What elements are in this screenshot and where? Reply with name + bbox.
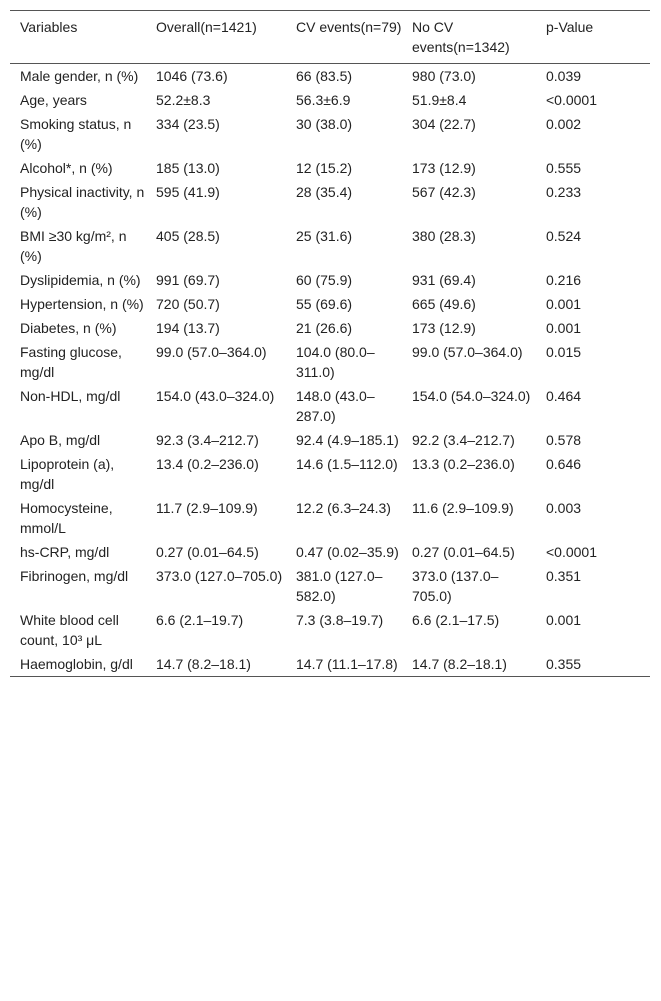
p-value-cell: 0.646 — [546, 456, 582, 472]
table-row — [10, 268, 650, 292]
p-value-cell: 0.355 — [546, 656, 582, 672]
table-row — [10, 652, 650, 677]
cv-events-cell: 14.6 (1.5–112.0) — [296, 456, 398, 472]
cv-events-cell: 21 (26.6) — [296, 320, 353, 336]
overall-cell: 595 (41.9) — [156, 184, 220, 200]
p-value-cell: 0.002 — [546, 116, 582, 132]
overall-cell: 334 (23.5) — [156, 116, 220, 132]
no-cv-events-cell: 173 (12.9) — [412, 320, 476, 336]
table-row — [10, 564, 650, 608]
p-value-cell: 0.001 — [546, 612, 582, 628]
characteristics-table — [10, 10, 650, 677]
table-row — [10, 540, 650, 564]
overall-cell: 194 (13.7) — [156, 320, 220, 336]
overall-cell: 92.3 (3.4–212.7) — [156, 432, 259, 448]
table-row — [10, 180, 650, 224]
p-value-cell: 0.001 — [546, 296, 582, 312]
variable-cell: Male gender, n (%) — [20, 68, 139, 84]
variable-cell: White blood cell count, 10³ μL — [20, 612, 119, 648]
no-cv-events-cell: 304 (22.7) — [412, 116, 476, 132]
table-row — [10, 224, 650, 268]
p-value-cell: 0.001 — [546, 320, 582, 336]
cv-events-cell: 66 (83.5) — [296, 68, 353, 84]
cv-events-cell: 56.3±6.9 — [296, 92, 351, 108]
cv-events-cell: 60 (75.9) — [296, 272, 353, 288]
overall-cell: 0.27 (0.01–64.5) — [156, 544, 259, 560]
overall-cell: 52.2±8.3 — [156, 92, 211, 108]
overall-cell: 185 (13.0) — [156, 160, 220, 176]
table-row — [10, 452, 650, 496]
cv-events-cell: 92.4 (4.9–185.1) — [296, 432, 399, 448]
no-cv-events-cell: 99.0 (57.0–364.0) — [412, 344, 523, 360]
overall-cell: 14.7 (8.2–18.1) — [156, 656, 251, 672]
variable-cell: Homocysteine, mmol/L — [20, 500, 113, 536]
p-value-cell: 0.464 — [546, 388, 582, 404]
cv-events-cell: 148.0 (43.0–287.0) — [296, 388, 375, 424]
table-row — [10, 428, 650, 452]
no-cv-events-cell: 931 (69.4) — [412, 272, 476, 288]
variable-cell: Dyslipidemia, n (%) — [20, 272, 141, 288]
variable-cell: BMI ≥30 kg/m², n (%) — [20, 228, 127, 264]
variable-cell: Lipoprotein (a), mg/dl — [20, 456, 115, 492]
cv-events-cell: 55 (69.6) — [296, 296, 353, 312]
overall-cell: 991 (69.7) — [156, 272, 220, 288]
cv-events-cell: 25 (31.6) — [296, 228, 353, 244]
p-value-cell: 0.233 — [546, 184, 582, 200]
variable-cell: Fibrinogen, mg/dl — [20, 568, 129, 584]
table-row — [10, 292, 650, 316]
cv-events-cell: 104.0 (80.0–311.0) — [296, 344, 375, 380]
no-cv-events-cell: 51.9±8.4 — [412, 92, 467, 108]
p-value-cell: <0.0001 — [546, 92, 597, 108]
overall-cell: 720 (50.7) — [156, 296, 220, 312]
header-row — [10, 11, 650, 64]
no-cv-events-cell: 665 (49.6) — [412, 296, 476, 312]
variable-cell: hs-CRP, mg/dl — [20, 544, 110, 560]
no-cv-events-cell: 380 (28.3) — [412, 228, 476, 244]
header-variables: Variables — [20, 19, 78, 35]
p-value-cell: 0.524 — [546, 228, 582, 244]
table-header — [10, 11, 650, 64]
p-value-cell: 0.216 — [546, 272, 582, 288]
overall-cell: 11.7 (2.9–109.9) — [156, 500, 258, 516]
header-p-value: p-Value — [546, 19, 594, 35]
variable-cell: Smoking status, n (%) — [20, 116, 132, 152]
no-cv-events-cell: 11.6 (2.9–109.9) — [412, 500, 514, 516]
p-value-cell: 0.003 — [546, 500, 582, 516]
no-cv-events-cell: 173 (12.9) — [412, 160, 476, 176]
no-cv-events-cell: 154.0 (54.0–324.0) — [412, 388, 531, 404]
cv-events-cell: 14.7 (11.1–17.8) — [296, 656, 398, 672]
cv-events-cell: 7.3 (3.8–19.7) — [296, 612, 384, 628]
no-cv-events-cell: 92.2 (3.4–212.7) — [412, 432, 515, 448]
header-overall: Overall(n=1421) — [156, 19, 257, 35]
p-value-cell: <0.0001 — [546, 544, 597, 560]
header-no-cv-events: No CV events(n=1342) — [412, 19, 510, 55]
variable-cell: Non-HDL, mg/dl — [20, 388, 121, 404]
table-row — [10, 608, 650, 652]
cv-events-cell: 0.47 (0.02–35.9) — [296, 544, 399, 560]
p-value-cell: 0.015 — [546, 344, 582, 360]
table-body — [10, 64, 650, 677]
table-row — [10, 88, 650, 112]
cv-events-cell: 12 (15.2) — [296, 160, 353, 176]
table-row — [10, 112, 650, 156]
no-cv-events-cell: 14.7 (8.2–18.1) — [412, 656, 507, 672]
cv-events-cell: 28 (35.4) — [296, 184, 353, 200]
overall-cell: 99.0 (57.0–364.0) — [156, 344, 267, 360]
table-row — [10, 316, 650, 340]
table-row — [10, 496, 650, 540]
p-value-cell: 0.578 — [546, 432, 582, 448]
overall-cell: 373.0 (127.0–705.0) — [156, 568, 283, 584]
overall-cell: 13.4 (0.2–236.0) — [156, 456, 259, 472]
table-row — [10, 384, 650, 428]
variable-cell: Apo B, mg/dl — [20, 432, 101, 448]
p-value-cell: 0.555 — [546, 160, 582, 176]
variable-cell: Hypertension, n (%) — [20, 296, 144, 312]
cv-events-cell: 30 (38.0) — [296, 116, 353, 132]
p-value-cell: 0.039 — [546, 68, 582, 84]
overall-cell: 6.6 (2.1–19.7) — [156, 612, 244, 628]
variable-cell: Fasting glucose, mg/dl — [20, 344, 122, 380]
cv-events-cell: 12.2 (6.3–24.3) — [296, 500, 391, 516]
cv-events-cell: 381.0 (127.0–582.0) — [296, 568, 383, 604]
table-row — [10, 340, 650, 384]
header-cv-events: CV events(n=79) — [296, 19, 402, 35]
no-cv-events-cell: 373.0 (137.0–705.0) — [412, 568, 499, 604]
table-row — [10, 156, 650, 180]
variable-cell: Age, years — [20, 92, 87, 108]
overall-cell: 1046 (73.6) — [156, 68, 228, 84]
overall-cell: 405 (28.5) — [156, 228, 220, 244]
no-cv-events-cell: 13.3 (0.2–236.0) — [412, 456, 515, 472]
table-row — [10, 64, 650, 89]
no-cv-events-cell: 0.27 (0.01–64.5) — [412, 544, 515, 560]
p-value-cell: 0.351 — [546, 568, 582, 584]
variable-cell: Haemoglobin, g/dl — [20, 656, 133, 672]
variable-cell: Diabetes, n (%) — [20, 320, 117, 336]
no-cv-events-cell: 980 (73.0) — [412, 68, 476, 84]
no-cv-events-cell: 6.6 (2.1–17.5) — [412, 612, 500, 628]
overall-cell: 154.0 (43.0–324.0) — [156, 388, 275, 404]
variable-cell: Physical inactivity, n (%) — [20, 184, 145, 220]
variable-cell: Alcohol*, n (%) — [20, 160, 113, 176]
no-cv-events-cell: 567 (42.3) — [412, 184, 476, 200]
